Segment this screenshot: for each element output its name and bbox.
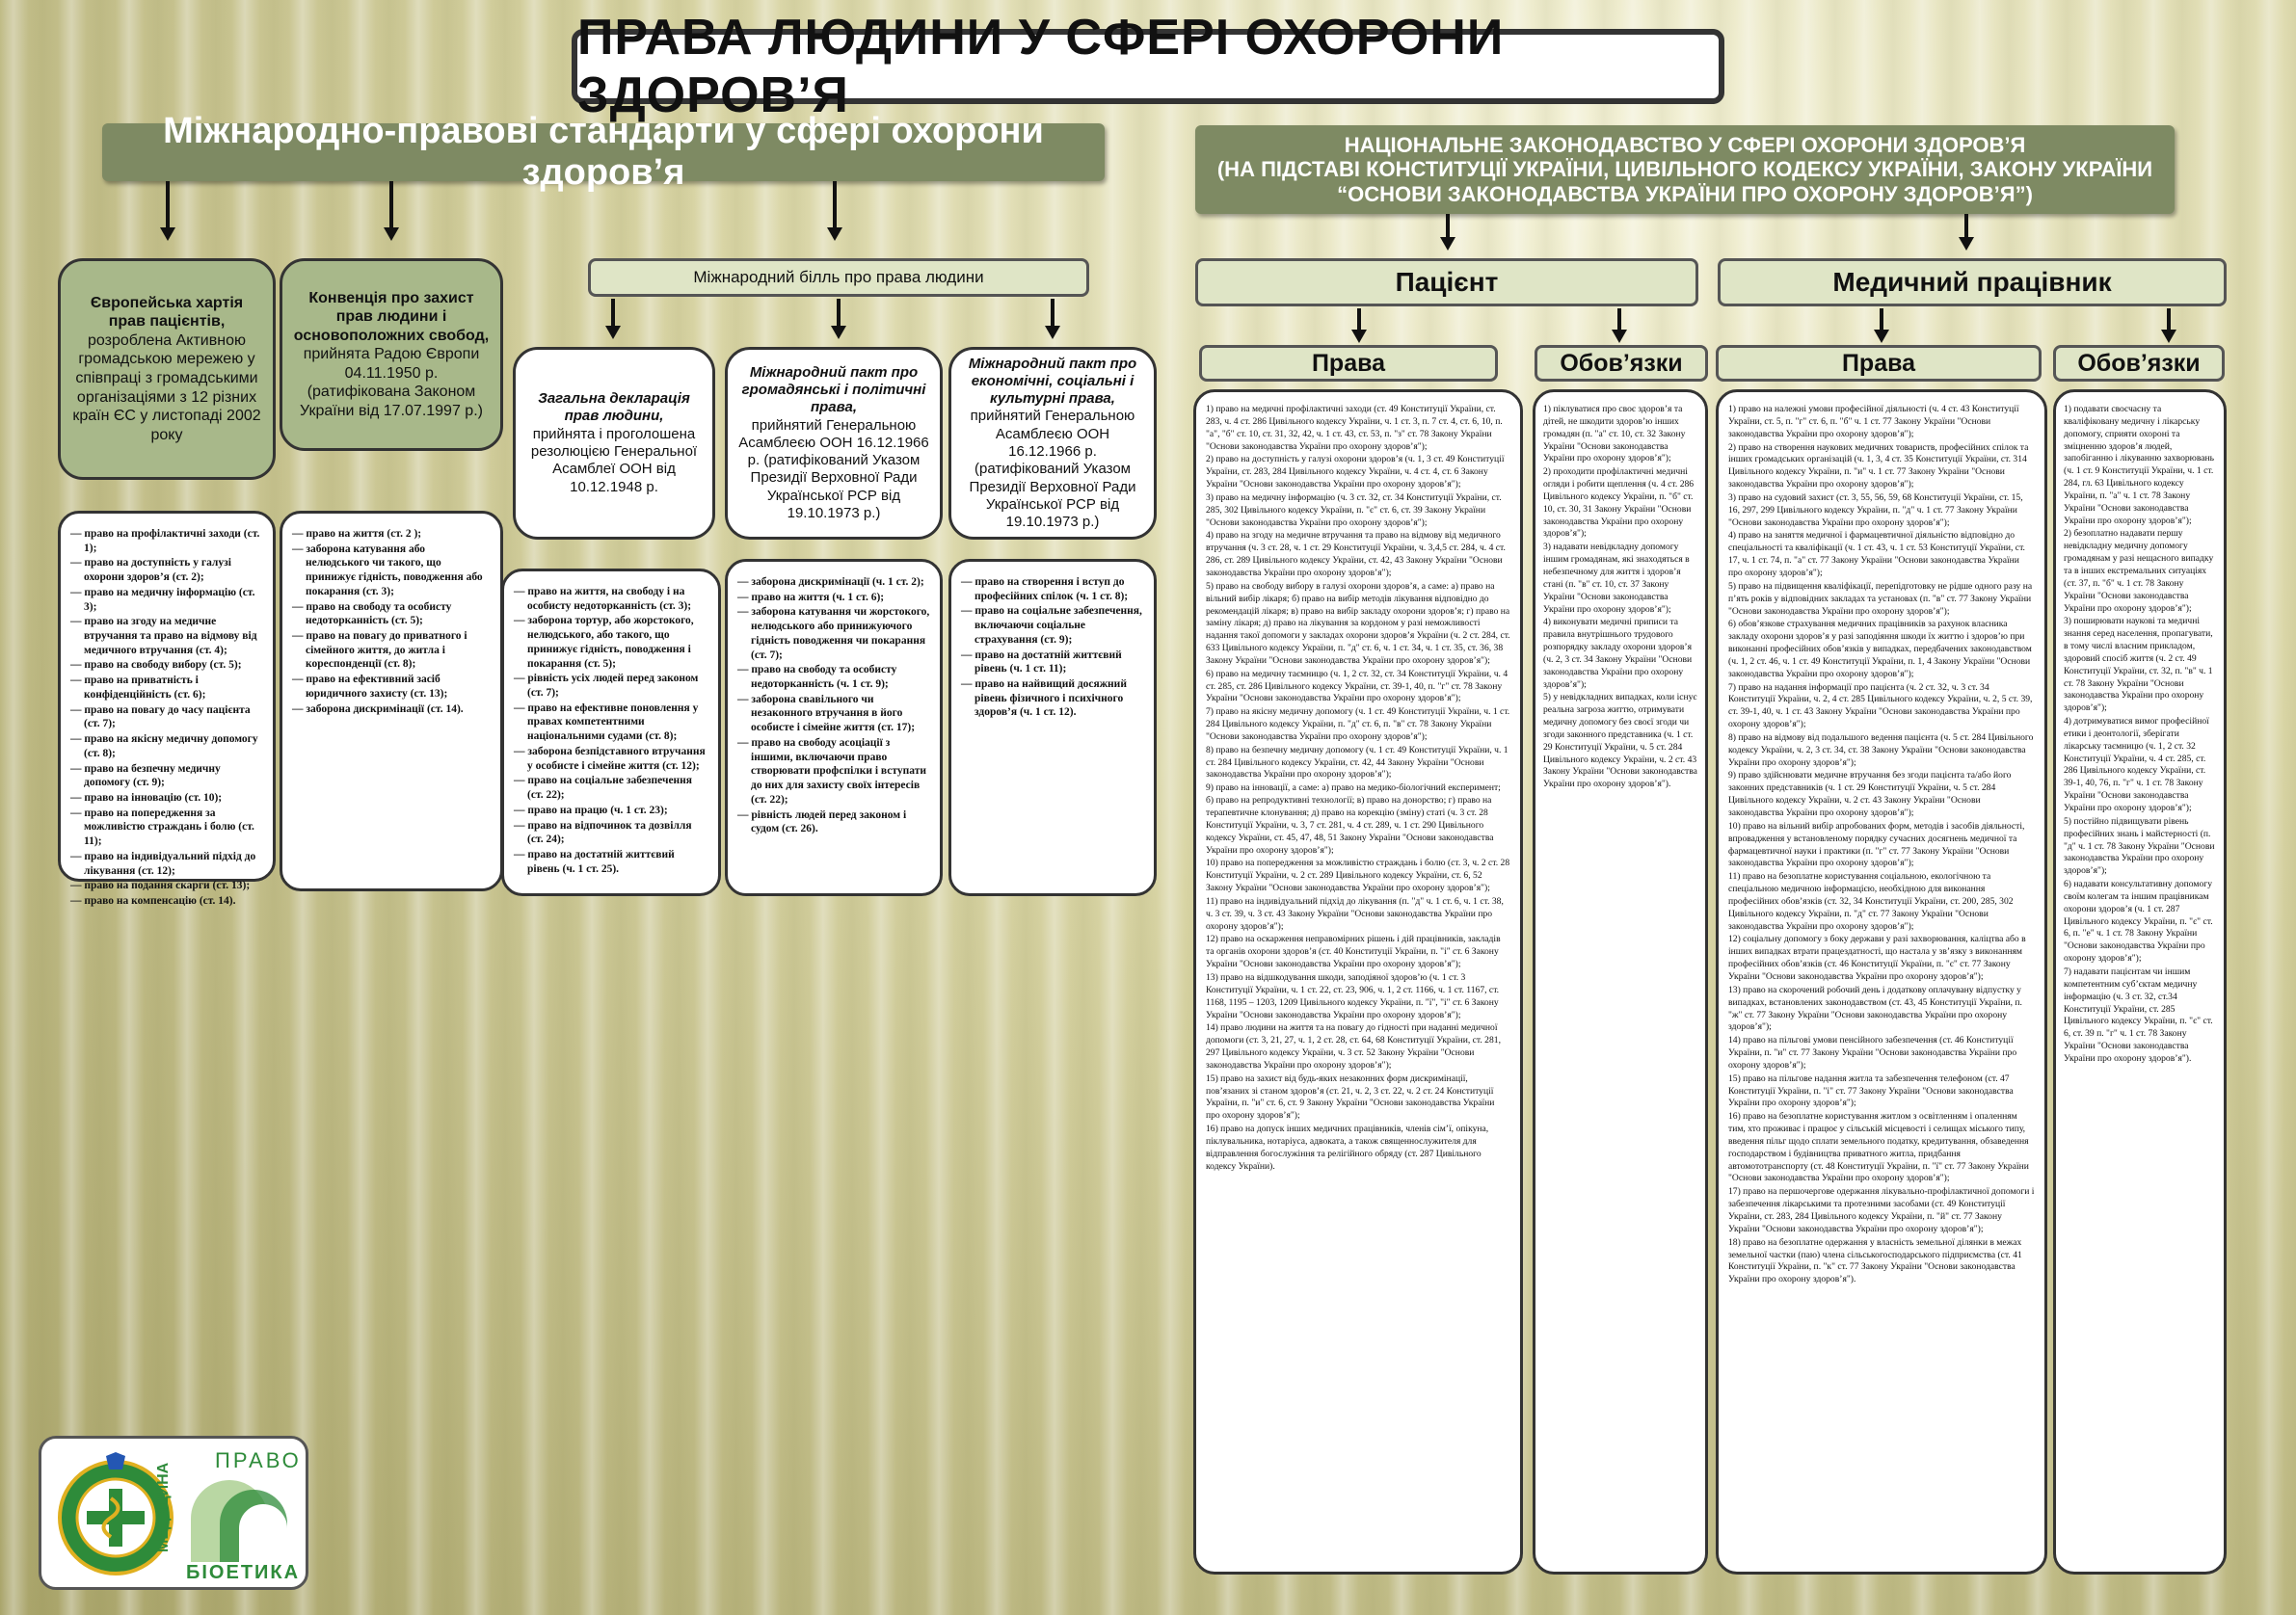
list-item: — право на повагу до приватного і сімейного життя, до житла і кореспонденції (ст. 8); [292, 629, 491, 672]
list-item: 8) право на відмову від подальшого ведення пацієнта (ч. 5 ст. 284 Цивільного кодексу України, ч. 2, 3 ст. 34, ст. 38 Закону України "Основи законодавства України про охорону здоров’я"); [1728, 731, 2034, 768]
list-item: 14) право на пільгові умови пенсійного забезпечення (ст. 46 Конституції України, п. "и" ст. 77 Закону України "Основи законодавства України про охорону здоров’я"); [1728, 1035, 2017, 1071]
list-item: 9) право на інновації, а саме: а) право на медико-біологічний експеримент; б) право на репродуктивні технології; в) право на донорство; г) право на терапевтичне клонування; д) право на корекцію (зміну) статі (ч. 3 ст. 28 Конституції України, ч. 3, 7 ст. 281, ч. 4 ст. 289, ч. 1 ст. 290 Цивільного кодексу України, ст. 45, 47, 48, 51 Закону України "Основи законодавства України про охорону здоров’я"); [1206, 782, 1501, 856]
international-standards-header: Міжнародно-правові стандарти у сфері охорони здоров’я [102, 123, 1105, 181]
list-item: — право на інновацію (ст. 10); [70, 791, 263, 806]
european-charter-box [58, 258, 276, 480]
list-item: 10) право на попередження за можливістю страждань і болю (ст. 3, ч. 2 ст. 28 Конституції України, ч. 2 ст. 289 Цивільного кодексу України, ст. 6, 52 Закону України "Основи законодавства України про охорону здоров’я"); [1206, 858, 1510, 894]
list-item: 15) право на захист від будь-яких незаконних форм дискримінації, пов’язаних зі станом здоров’я (ст. 21, ч. 2, 3 ст. 22, ч. 2 ст. 24 Конституції України, п. "и" ст. 6, ст. 9 Закону України "Основи законодавства України про охорону здоров’я"); [1206, 1072, 1495, 1122]
list-item: 16) право на допуск інших медичних працівників, членів сім’ї, опікуна, піклувальника, нотаріуса, адвоката, а також священнослужителя для відправлення богослужіння та релігійного обряду (ст. 287 Цивільного кодексу України). [1206, 1124, 1489, 1172]
list-item: — право на приватність і конфіденційність (ст. 6); [70, 674, 263, 702]
list-item: 3) право на судовий захист (ст. 3, 55, 56, 59, 68 Конституції України, ст. 15, 16, 297, 299 Цивільного кодексу України, п. "д" ч. 1 ст. 77 Закону України "Основи законодавства України про охорону здоров’я"); [1728, 491, 2023, 528]
list [1728, 404, 2035, 1286]
list-item: — заборона дискримінації (ст. 14). [292, 702, 491, 717]
list-item: 5) у невідкладних випадках, коли існує реальна загроза життю, отримувати медичну допомогу без своєї згоди чи згоди законного представника (ч. 1 ст. 29 Конституції України, ч. 5 ст. 284 Цивільного кодексу України, ч. 2 ст. 43 Закону України "Основи законодавства України про охорону здоров’я"). [1543, 692, 1697, 790]
worker-rights-list [1716, 389, 2047, 1575]
list-item: — право на соціальне забезпечення (ст. 22); [514, 774, 708, 802]
list-item: — заборона катування чи жорстокого, нелюдського або принижуючого гідність поводження чи покарання (ст. 7); [737, 605, 930, 662]
list-item: — рівність людей перед законом і судом (ст. 26). [737, 808, 930, 836]
list-item: — право на ефективне поновлення у правах компетентними національними судами (ст. 8); [514, 702, 708, 744]
list-item: 16) право на безоплатне користування житлом з освітленням і опаленням тим, хто проживає і працює у сільській місцевості і селищах міського типу, введення пільг щодо сплати земельного податку, кредитування, обзаведення господарством і будівництва приватного житла, придбання автомототранспорту (ст. 48 Конституції України, п. "ї" ст. 77 Закону України "Основи законодавства України про охорону здоров’я"); [1728, 1111, 2029, 1184]
list-item: — право на згоду на медичне втручання та право на відмову від медичного втручання (ст. 4); [70, 615, 263, 657]
list-item: 1) право на належні умови професійної діяльності (ч. 4 ст. 43 Конституції України, ст. 5, п. "г" ст. 6, п. "б" ч. 1 ст. 77 Закону України "Основи законодавства України про охорону здоров’я"); [1728, 404, 2019, 439]
icescr-description: прийнятий Генеральною Асамблеєю ООН 16.12.1966 р. (ратифікований Указом Президії Верховної Ради Української РСР від 19.10.1973 р.) [969, 408, 1136, 531]
list-item: — заборона катування або нелюдського чи такого, що принижує гідність, поводження або покарання (ст. 3); [292, 543, 491, 599]
list-item: 4) дотримуватися вимог професійної етики і деонтології, зберігати лікарську таємницю (ч. 1, 2 ст. 32 Конституції України, ч. 4 ст. 285, ст. 286 Цивільного кодексу України, ст. 39-1, 40, 76, п. "г" ч. 1 ст. 78 Закону України "Основи законодавства України про охорону здоров’я"); [2064, 716, 2209, 813]
convention-box [280, 258, 503, 451]
list-item: 8) право на безпечну медичну допомогу (ч. 1 ст. 49 Конституції України, ч. 1 ст. 284 Цивільного кодексу України, ст. 42, 44 Закону України "Основи законодавства України про охорону здоров’я"); [1206, 744, 1508, 781]
list-item: 2) право на доступність у галузі охорони здоров’я (ч. 1, 3 ст. 49 Конституції України, ст. 283, 284 Цивільного кодексу України, ч. 4 ст. 4, ст. 6 Закону України "Основи законодавства України про охорону здоров’я"); [1206, 454, 1505, 490]
list-item: 1) право на медичні профілактичні заходи (ст. 49 Конституції України, ст. 283, ч. 4 ст. 286 Цивільного кодексу України, ч. 1 ст. 3, п. 7 ст. 4, ст. 6, 10, п. "а", "б" ст. 10, ст. 31, 32, 42, ч. 1 ст. 43, ст. 53, п. "з" ст. 78 Закону України "Основи законодавства України про охорону здоров’я"); [1206, 404, 1503, 452]
list-item: — право на подання скарги (ст. 13); [70, 879, 263, 893]
iccpr-rights-list [725, 559, 943, 896]
list-item: 5) право на свободу вибору в галузі охорони здоров’я, а саме: а) право на вільний вибір лікаря; б) право на вибір методів лікування відповідно до рекомендацій лікаря; в) право на вибір закладу охорони здоров’я; г) право на заміну лікаря; д) право на лікування за кордоном у разі неможливості надання такої допомоги у закладах охорони здоров’я України (ч. 2 ст. 284, ст. 633 Цивільного кодексу України, п. "д" ст. 6, ч. 1 ст. 34, ч. 1 ст. 35, ст. 36, 38 Закону України "Основи законодавства України про охорону здоров’я"); [1206, 580, 1510, 666]
list-item: — заборона безпідставного втручання у особисте і сімейне життя (ст. 12); [514, 745, 708, 773]
list-item: — заборона свавільного чи незаконного втручання в його особисте і сімейне життя (ст. 17); [737, 693, 930, 735]
list-item: — право на створення і вступ до професійних спілок (ч. 1 ст. 8); [961, 575, 1144, 603]
list-item: — право на соціальне забезпечення, включаючи соціальне страхування (ст. 9); [961, 604, 1144, 647]
medical-worker-label: Медичний працівник [1718, 258, 2227, 306]
list-item: 7) право на якісну медичну допомогу (ч. 1 ст. 49 Конституції України, ч. 1 ст. 284 Цивільного кодексу України, п. "д" ст. 6, п. "в" ст. 78 Закону України "Основи законодавства України про охорону здоров’я"); [1206, 706, 1510, 742]
page-title: ПРАВА ЛЮДИНИ У СФЕРІ ОХОРОНИ ЗДОРОВ’Я [572, 29, 1724, 104]
list-item: — право на працю (ч. 1 ст. 23); [514, 804, 708, 818]
icescr-rights-list [948, 559, 1157, 896]
udhr-title: Загальна декларація прав людини, [538, 390, 690, 425]
patient-rights-label: Права [1199, 345, 1498, 382]
list-item: 14) право людини на життя та на повагу до гідності при наданні медичної допомоги (ст. 3, 21, 27, ч. 1, 2 ст. 28, ст. 64, 68 Конституції України, ст. 281, 297 Цивільного кодексу України, ч. 3 ст. 52 Закону України "Основи законодавства України про охорону здоров’я"); [1206, 1022, 1501, 1071]
list-item: 11) право на індивідуальний підхід до лікування (п. "д" ч. 1 ст. 6, ч. 1 ст. 38, ч. 3 ст. 39, ч. 3 ст. 43 Закону України "Основи законодавства України про охорону здоров’я"); [1206, 895, 1504, 932]
list-item: — право на свободу та особисту недоторканність (ст. 5); [292, 600, 491, 628]
list-item: 5) право на підвищення кваліфікації, перепідготовку не рідше одного разу на п’ять років у відповідних закладах та установах (п. "в" ст. 77 Закону України "Основи законодавства України про охорону здоров’я"); [1728, 580, 2033, 617]
list [1206, 404, 1510, 1173]
list-item: — право на профілактичні заходи (ст. 1); [70, 527, 263, 555]
list-item: 18) право на безоплатне одержання у власність земельної ділянки в межах земельної частки (паю) члена сільськогосподарського підприємства (ст. 41 Конституції України, п. "к" ст. 77 Закону України "Основи законодавства України про охорону здоров’я"). [1728, 1236, 2022, 1285]
list-item: — право на медичну інформацію (ст. 3); [70, 586, 263, 614]
logo-panel [39, 1436, 308, 1590]
charter-rights-list [58, 511, 276, 907]
list-item: — право на попередження за можливістю страждань і болю (ст. 11); [70, 807, 263, 849]
list-item: 6) надавати консультативну допомогу своїм колегам та іншим працівникам охорони здоров’я (ч. 1 ст. 287 Цивільного кодексу України, п. "є" ст. 6, п. "е" ч. 1 ст. 78 Закону України "Основи законодавства України про охорону здоров’я"); [2064, 879, 2213, 965]
list-item: — право на індивідуальний підхід до лікування (ст. 12); [70, 850, 263, 878]
list-item: 5) постійно підвищувати рівень професійних знань і майстерності (п. "д" ч. 1 ст. 78 Закону України "Основи законодавства України про охорону здоров’я"); [2064, 815, 2215, 877]
national-legislation-header [1195, 125, 2175, 214]
udhr-rights-list [501, 569, 721, 896]
international-bill-label: Міжнародний білль про права людини [588, 258, 1089, 297]
list-item: — право на безпечну медичну допомогу (ст. 9); [70, 762, 263, 790]
national-header-line-3: “ОСНОВИ ЗАКОНОДАВСТВА УКРАЇНИ ПРО ОХОРОНУ ЗДОРОВ’Я”) [1337, 181, 2033, 206]
list-item: 2) проходити профілактичні медичні огляди і робити щеплення (ч. 4 ст. 286 Цивільного кодексу України, п. "б" ст. 10, ст. 30, 31 Закону України "Основи законодавства України про охорону здоров’я"); [1543, 466, 1695, 540]
iccpr-title: Міжнародний пакт про громадянські і політичні права, [741, 363, 926, 416]
convention-description: прийнята Радою Європи 04.11.1950 р. (ратифікована Законом України від 17.07.1997 р.) [300, 346, 483, 419]
worker-duties-list [2053, 389, 2227, 1575]
patient-label: Пацієнт [1195, 258, 1698, 306]
list [961, 575, 1144, 720]
list-item: 2) право на створення наукових медичних товариств, професійних спілок та інших громадських організацій (ч. 1, 3, 4 ст. 35 Конституції України, ст. 314 Цивільного кодексу України, п. "и" ч. 1 ст. 77 Закону України "Основи законодавства України про охорону здоров’я"); [1728, 441, 2029, 490]
worker-rights-label: Права [1716, 345, 2042, 382]
list-item: 15) право на пільгове надання житла та забезпечення телефоном (ст. 47 Конституції України, п. "і" ст. 77 Закону України "Основи законодавства України про охорону здоров’я"); [1728, 1072, 2014, 1109]
list-item: 17) право на першочергове одержання лікувально-профілактичної допомоги і забезпечення лікарськими та протезними засобами (ст. 49 Конституції України, ст. 283, 284 Цивільного кодексу України, п. "й" ст. 77 Закону України "Основи законодавства України про охорону здоров’я"); [1728, 1186, 2035, 1234]
logo-medytsyna-text: МЕДИЦИНА [155, 1462, 172, 1552]
udhr-description: прийнята і проголошена резолюцією Генеральної Асамблеї ООН від 10.12.1948 р. [530, 425, 698, 495]
list-item: 10) право на вільний вибір апробованих форм, методів і засобів діяльності, впровадження у встановленому порядку сучасних досягнень медичної та фармацевтичної науки і практики (п. "г" ст. 77 Закону України "Основи законодавства України про охорону здоров’я"); [1728, 820, 2025, 869]
list-item: 4) виконувати медичні приписи та правила внутрішнього трудового розпорядку закладу охорони здоров’я (ч. 2, 3 ст. 34 Закону України "Основи законодавства України про охорону здоров’я"); [1543, 617, 1693, 690]
list-item: — право на найвищий досяжний рівень фізичного і психічного здоров’я (ч. 1 ст. 12). [961, 677, 1144, 720]
list-item: 6) право на медичну таємницю (ч. 1, 2 ст. 32, ст. 34 Конституції України, ч. 4 ст. 285, ст. 286 Цивільного кодексу України, ст. 39-1, 40, п. "г" ст. 78 Закону України "Основи законодавства України про охорону здоров’я"); [1206, 668, 1508, 704]
list-item: — право на відпочинок та дозвілля (ст. 24); [514, 819, 708, 847]
patient-rights-list [1193, 389, 1523, 1575]
list-item: 4) право на заняття медичної і фармацевтичної діяльністю відповідно до спеціальності та кваліфікації (ч. 1 ст. 43, ч. 1 ст. 53 Конституції України, ст. 17, ч. 1 ст. 74, п. "а" ст. 77 Закону України "Основи законодавства України про охорону здоров’я"); [1728, 530, 2025, 578]
convention-title: Конвенція про захист прав людини і основоположних свобод, [293, 289, 490, 344]
list-item: — заборона тортур, або жорстокого, нелюдського, або такого, що принижує гідність, поводження і покарання (ст. 5); [514, 614, 708, 671]
list-item: 3) поширювати наукові та медичні знання серед населення, пропагувати, в тому числі власним прикладом, здоровий спосіб життя (ч. 2 ст. 49 Конституції України, ст. 32, п. "в" ч. 1 ст. 78 Закону України "Основи законодавства України про охорону здоров’я"); [2064, 616, 2213, 714]
list-item: 6) обов’язкове страхування медичних працівників за рахунок власника закладу охорони здоров’я у разі заподіяння шкоди їх життю і здоров’ю при виконанні професійних обов’язків у випадках, передбачених законодавством (ч. 1, 2 ст. 46, ч. 1 ст. 49 Конституції України, п. 1, 4 Закону України "Основи законодавства України про охорону здоров’я"); [1728, 619, 2032, 679]
list-item: 13) право на відшкодування шкоди, заподіяної здоров’ю (ч. 1 ст. 3 Конституції України, ч. 1 ст. 22, ст. 23, 906, ч. 1, 2 ст. 1166, ч. 1 ст. 1167, ст. 1168, 1195 – 1203, 1209 Цивільного кодексу України, п. "ї", "і" ст. 6 Закону України "Основи законодавства України про охорону здоров’я"); [1206, 971, 1500, 1020]
list [737, 575, 930, 836]
list-item: — заборона дискримінації (ч. 1 ст. 2); [737, 575, 930, 590]
list [292, 527, 491, 716]
iccpr-description: прийнятий Генеральною Асамблеєю ООН 16.12.1966 р. (ратифікований Указом Президії Верховної Ради Української РСР від 19.10.1973 р.) [738, 416, 929, 522]
convention-rights-list [280, 511, 503, 891]
list-item: 2) безоплатно надавати першу невідкладну медичну допомогу громадянам у разі нещасного випадку та в інших екстремальних ситуаціях (ст. 37, п. "б" ч. 1 ст. 78 Закону України "Основи законодавства України про охорону здоров’я"); [2064, 528, 2214, 614]
patient-duties-label: Обов’язки [1535, 345, 1708, 382]
logo-pravo-text: ПРАВО [215, 1448, 302, 1472]
icescr-title: Міжнародний пакт про економічні, соціальні і культурні права, [968, 355, 1137, 408]
list [1543, 404, 1697, 791]
udhr-box [513, 347, 715, 540]
charter-title: Європейська хартія прав пацієнтів, [90, 294, 244, 331]
iccpr-box [725, 347, 943, 540]
list-item: 13) право на скорочений робочий день і додаткову оплачувану відпустку у випадках, встановлених законодавством (ст. 43, 45 Конституції України, п. "ж" ст. 77 Закону України "Основи законодавства України про охорону здоров’я"); [1728, 984, 2022, 1033]
national-header-line-1: НАЦІОНАЛЬНЕ ЗАКОНОДАВСТВО У СФЕРІ ОХОРОНИ ЗДОРОВ’Я [1344, 133, 2026, 158]
list-item: 1) піклуватися про своє здоров’я та дітей, не шкодити здоров’ю інших громадян (п. "а" ст. 10, ст. 32 Закону України "Основи законодавства України про охорону здоров’я"); [1543, 404, 1686, 464]
list-item: — право на життя, на свободу і на особисту недоторканність (ст. 3); [514, 585, 708, 613]
list-item: 1) подавати своєчасну та кваліфіковану медичну і лікарську допомогу, сприяти охороні та зміцненню здоров’я людей, запобіганню і лікуванню захворювань (ч. 1 ст. 9 Конституції України, ч. 1 ст. 284, гл. 63 Цивільного кодексу України, п. "а" ч. 1 ст. 78 Закону України "Основи законодавства України про охорону здоров’я"); [2064, 404, 2215, 526]
list [70, 527, 263, 909]
list-item: 3) право на медичну інформацію (ч. 3 ст. 32, ст. 34 Конституції України, ст. 285, 302 Цивільного кодексу України, п. "є" ст. 6, ст. 39 Закону України "Основи законодавства України про охорону здоров’я"); [1206, 491, 1502, 528]
list-item: 11) право на безоплатне користування соціальною, екологічною та спеціальною медичною інформацією, необхідною для виконання професійних обов’язків (ст. 32, 34 Конституції України, ст. 200, 285, 302 Цивільного кодексу України, п. "д" ст. 77 Закону України "Основи законодавства України про охорону здоров’я"); [1728, 871, 2014, 932]
list-item: — право на повагу до часу пацієнта (ст. 7); [70, 703, 263, 731]
list-item: 9) право здійснювати медичне втручання без згоди пацієнта та/або його законних представників (ч. 1 ст. 29 Конституції України, ч. 5 ст. 284 Цивільного кодексу України, ч. 2 ст. 43 Закону України "Основи законодавства України про охорону здоров’я"); [1728, 770, 2012, 818]
bioethics-arch-icon [186, 1475, 302, 1562]
icescr-box [948, 347, 1157, 540]
list-item: — право на достатній життєвий рівень (ч. 1 ст. 11); [961, 649, 1144, 676]
list-item: 4) право на згоду на медичне втручання та право на відмову від медичного втручання (ч. 3 ст. 28, ч. 1 ст. 29 Конституції України, ч. 3,4,5 ст. 284, ч. 4 ст. 286, ст. 289 Цивільного кодексу України, ст. 42, 43 Закону України "Основи законодавства України про охорону здоров’я"); [1206, 530, 1506, 578]
list-item: — право на достатній життєвий рівень (ч. 1 ст. 25). [514, 848, 708, 876]
patient-duties-list [1533, 389, 1708, 1575]
list-item: — право на життя (ст. 2 ); [292, 527, 491, 542]
worker-duties-label: Обов’язки [2053, 345, 2225, 382]
list-item: 7) надавати пацієнтам чи іншим компетентним суб’єктам медичну інформацію (ч. 3 ст. 32, ст.34 Конституції України, ст. 285 Цивільного кодексу України, п. "є" ст. 6, ст. 39 п. "г" ч. 1 ст. 78 Закону України "Основи законодавства України про охорону здоров’я"). [2064, 966, 2213, 1064]
charter-description: розроблена Активною громадською мережею у співпраці з громадськими організаціями з 12 різних країн ЄС у листопаді 2002 року [72, 331, 261, 443]
list [2064, 404, 2216, 1066]
list-item: — право на життя (ч. 1 ст. 6); [737, 591, 930, 605]
list-item: — право на свободу та особисту недоторканність (ч. 1 ст. 9); [737, 663, 930, 691]
list-item: 3) надавати невідкладну допомогу іншим громадянам, які знаходяться в небезпечному для життя і здоров’я стані (п. "в" ст. 10, ст. 37 Закону України "Основи законодавства України про охорону здоров’я"); [1543, 542, 1690, 615]
list-item: — право на свободу асоціації з іншими, включаючи право створювати профспілки і вступати до них для захисту своїх інтересів (ст. 22); [737, 736, 930, 808]
list-item: — право на свободу вибору (ст. 5); [70, 658, 263, 673]
list-item: 7) право на надання інформації про пацієнта (ч. 2 ст. 32, ч. 3 ст. 34 Конституції України, ч. 2, 4 ст. 285 Цивільного кодексу України, ч. 2, 5 ст. 39, ст. 39-1, 40, ч. 1 ст. 43 Закону України "Основи законодавства України про охорону здоров’я"); [1728, 681, 2033, 730]
list-item: — рівність усіх людей перед законом (ст. 7); [514, 672, 708, 700]
list-item: — право на компенсацію (ст. 14). [70, 894, 263, 909]
list-item: 12) право на оскарження неправомірних рішень і дій працівників, закладів та органів охорони здоров’я (ст. 40 Конституції України, п. "і" ст. 6 Закону України "Основи законодавства України про охорону здоров’я"); [1206, 934, 1501, 970]
list-item: — право на ефективний засіб юридичного захисту (ст. 13); [292, 673, 491, 701]
national-header-line-2: (НА ПІДСТАВІ КОНСТИТУЦІЇ УКРАЇНИ, ЦИВІЛЬНОГО КОДЕКСУ УКРАЇНИ, ЗАКОНУ УКРАЇНИ [1216, 157, 2153, 182]
list-item: — право на доступність у галузі охорони здоров’я (ст. 2); [70, 556, 263, 584]
list-item: — право на якісну медичну допомогу (ст. 8); [70, 732, 263, 760]
list [514, 585, 708, 876]
list-item: 12) соціальну допомогу з боку держави у разі захворювання, каліцтва або в інших випадках втрати працездатності, що настала у зв’язку з виконанням професійних обов’язків (ст. 46 Конституції України, п. "є" ст. 77 Закону України "Основи законодавства України про охорону здоров’я"); [1728, 934, 2026, 982]
logo-bioetyka-text: БІОЕТИКА [186, 1562, 301, 1583]
